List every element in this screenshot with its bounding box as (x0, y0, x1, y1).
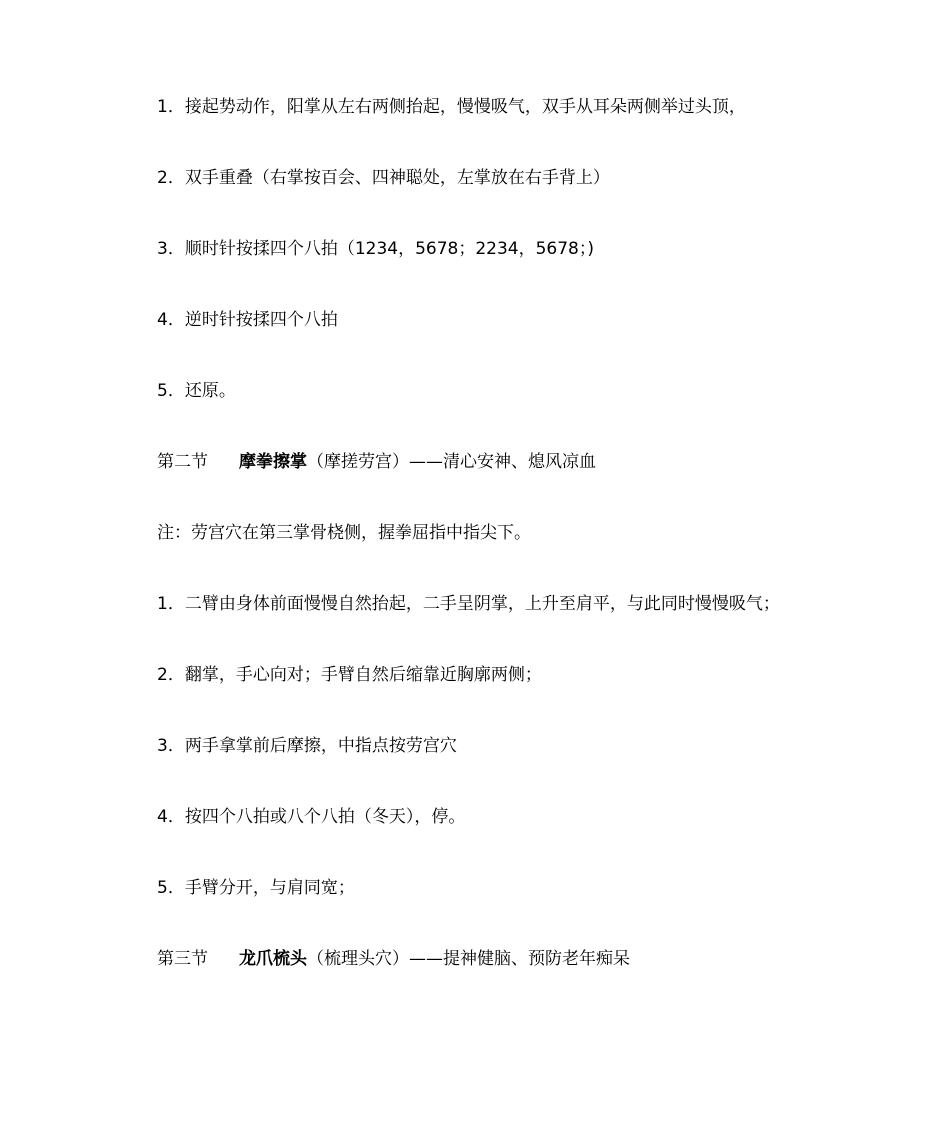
section2-step-4: 4．按四个八拍或八个八拍（冬天），停。 (157, 807, 466, 827)
section1-step-2: 2．双手重叠（右掌按百会、四神聪处，左掌放在右手背上） (157, 168, 610, 188)
section2-step-2: 2．翻掌，手心向对；手臂自然后缩靠近胸廓两侧； (157, 665, 542, 685)
section1-step-3: 3．顺时针按揉四个八拍（1234，5678；2234，5678；) (157, 239, 595, 259)
section3-label: 第三节 (157, 949, 208, 969)
section2-label: 第二节 (157, 452, 208, 472)
section1-step-4: 4．逆时针按揉四个八拍 (157, 310, 338, 330)
section2-step-3: 3．两手拿掌前后摩擦，中指点按劳宫穴 (157, 736, 457, 756)
section2-step-1: 1．二臂由身体前面慢慢自然抬起，二手呈阴掌，上升至肩平，与此同时慢慢吸气； (157, 594, 780, 614)
section3-title: 龙爪梳头 (239, 949, 307, 969)
section2-note: 注：劳宫穴在第三掌骨桡侧，握拳屈指中指尖下。 (157, 523, 531, 543)
section2-title: 摩拳擦掌 (239, 452, 307, 472)
document-page (157, 94, 917, 1017)
section2-heading (157, 449, 917, 475)
section1-step-1: 1．接起势动作，阳掌从左右两侧抬起，慢慢吸气，双手从耳朵两侧举过头顶， (157, 97, 746, 117)
section3-heading (157, 946, 917, 972)
section2-subtitle: （摩搓劳宫）——清心安神、熄风凉血 (307, 452, 596, 472)
section2-step-5: 5．手臂分开，与肩同宽； (157, 878, 355, 898)
section3-subtitle: （梳理头穴）——提神健脑、预防老年痴呆 (307, 949, 630, 969)
section1-step-5: 5．还原。 (157, 381, 236, 401)
